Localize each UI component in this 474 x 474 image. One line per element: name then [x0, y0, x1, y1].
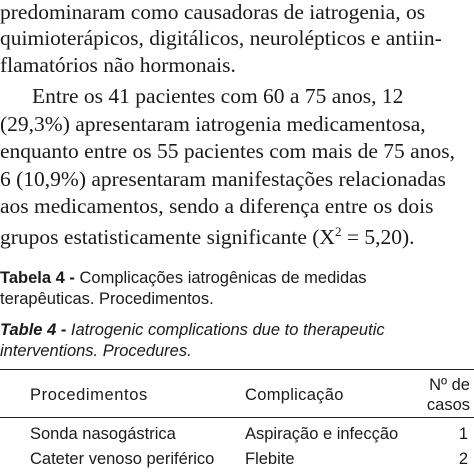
- chi-square-value: = 5,20).: [341, 225, 415, 250]
- header-complicacao: Complicação: [245, 386, 344, 404]
- header-casos-line-2: casos: [426, 396, 470, 414]
- cell-procedimento: Sonda nasogástrica: [30, 425, 176, 443]
- body-line: aos medicamentos, sendo a diferença entre os dois: [0, 194, 434, 218]
- superscript-2: 2: [334, 224, 342, 239]
- header-casos-line-1: Nº de: [429, 376, 470, 394]
- cell-complicacao: Flebite: [245, 450, 295, 468]
- body-line: 6 (10,9%) apresentaram manifestações relacionadas: [0, 167, 446, 191]
- body-line: flamatórios não hormonais.: [0, 53, 236, 77]
- body-line-chi-square: [0, 220, 415, 250]
- caption-pt-line-1: [0, 268, 367, 289]
- cell-casos: 1: [458, 425, 468, 443]
- caption-pt-line-2: terapêuticas. Procedimentos.: [0, 290, 214, 308]
- body-line: predominaram como causadoras de iatrogenia, os: [0, 0, 426, 24]
- caption-en-line-1: [0, 320, 385, 341]
- body-line: (29,3%) apresentaram iatrogenia medicamentosa,: [0, 112, 426, 136]
- caption-en-label: Table 4 -: [0, 321, 71, 339]
- header-casos: [427, 375, 470, 415]
- header-procedimentos: Procedimentos: [30, 386, 148, 404]
- body-line: quimioterápicos, digitálicos, neurolépticos e antiin-: [0, 26, 442, 50]
- cell-complicacao: Aspiração e infecção: [245, 425, 399, 443]
- cell-procedimento: Cateter venoso periférico: [30, 450, 215, 468]
- table-caption-en: [0, 320, 385, 362]
- caption-en-line-2: interventions. Procedures.: [0, 342, 192, 360]
- body-line: enquanto entre os 55 pacientes com mais de 75 anos,: [0, 139, 455, 163]
- caption-pt-label: Tabela 4 -: [0, 269, 80, 287]
- caption-pt-text: Complicações iatrogênicas de medidas: [79, 269, 367, 287]
- cell-casos: 2: [458, 450, 468, 468]
- chi-square-text: grupos estatisticamente significante (X: [0, 225, 335, 250]
- caption-en-text: Iatrogenic complications due to therapeutic: [70, 321, 385, 339]
- body-line: Entre os 41 pacientes com 60 a 75 anos, 12: [32, 84, 404, 108]
- table-header-rule: [0, 417, 474, 418]
- table-caption-pt: [0, 268, 367, 310]
- table-top-rule: [0, 369, 474, 370]
